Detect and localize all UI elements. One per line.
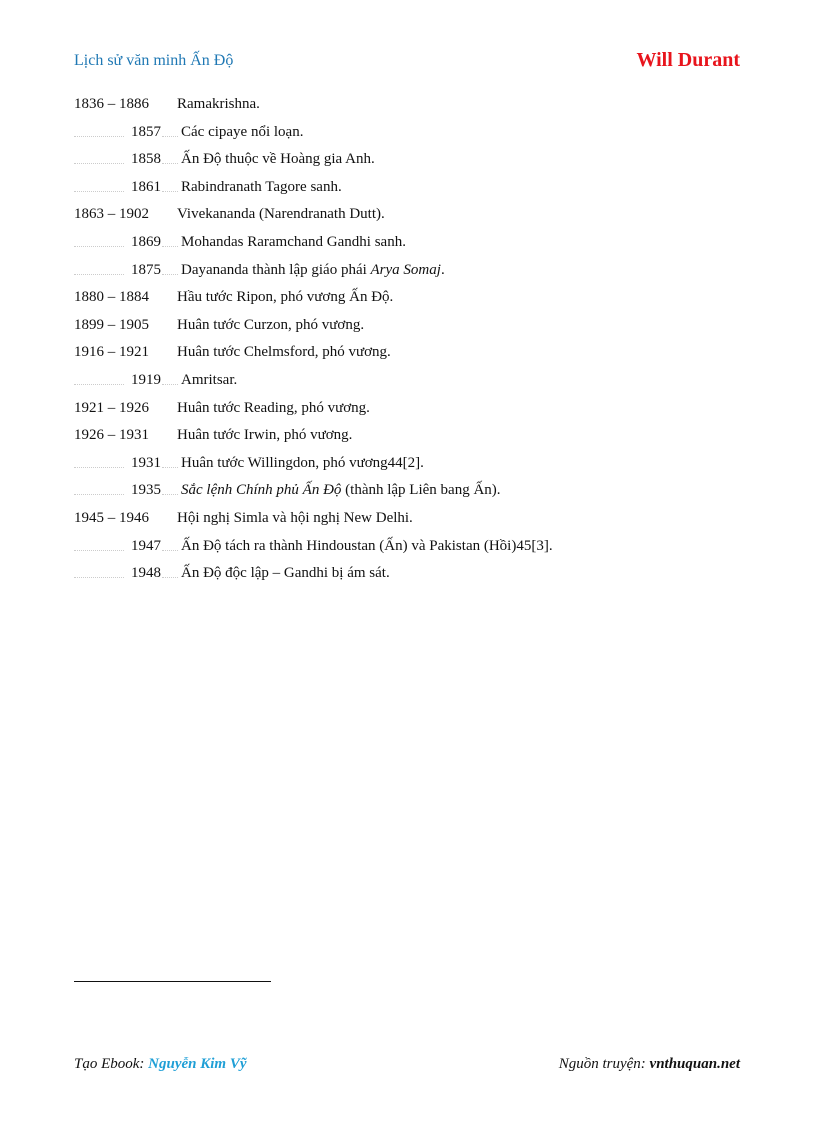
timeline-event-italic: Sắc lệnh Chính phủ Ấn Độ — [181, 482, 342, 499]
timeline-date: 1875 — [131, 261, 161, 278]
timeline-list — [74, 92, 754, 589]
footer-source-label: Nguồn truyện — [558, 1056, 641, 1072]
timeline-event: Huân tước Willingdon, phó vương44[2]. — [181, 454, 424, 471]
footer-source-site: vnthuquan.net — [649, 1056, 740, 1072]
timeline-date: 1861 — [131, 178, 161, 195]
timeline-event: Ấn Độ tách ra thành Hindoustan (Ấn) và Pakistan (Hồi)45[3]. — [181, 537, 553, 554]
footer-credit-label: Tạo Ebook — [74, 1056, 140, 1072]
timeline-row — [74, 478, 754, 506]
timeline-row — [74, 92, 754, 120]
timeline-event-text: (thành lập Liên bang Ấn). — [341, 482, 501, 499]
timeline-event: Huân tước Irwin, phó vương. — [177, 427, 353, 444]
dot-leader — [162, 576, 178, 578]
footer-source — [559, 1056, 740, 1073]
timeline-event: Hầu tước Ripon, phó vương Ấn Độ. — [177, 289, 394, 306]
timeline-row — [74, 285, 754, 313]
timeline-row — [74, 368, 754, 396]
timeline-row — [74, 175, 754, 203]
timeline-date: 1921 – 1926 — [74, 399, 149, 416]
timeline-date: 1858 — [131, 151, 161, 168]
timeline-date: 1863 – 1902 — [74, 206, 149, 223]
timeline-event: Hội nghị Simla và hội nghị New Delhi. — [177, 509, 413, 526]
timeline-row — [74, 534, 754, 562]
footer-credit — [74, 1056, 247, 1073]
timeline-event: Ramakrishna. — [177, 96, 260, 112]
dot-leader — [162, 190, 178, 192]
dot-leader — [162, 466, 178, 468]
timeline-event: Huân tước Curzon, phó vương. — [177, 316, 365, 333]
dot-leader — [162, 273, 178, 275]
timeline-event: Ấn Độ thuộc về Hoàng gia Anh. — [181, 151, 375, 168]
timeline-date: 1880 – 1884 — [74, 289, 149, 306]
dot-leader — [162, 549, 178, 551]
timeline-date: 1869 — [131, 233, 161, 250]
footer-credit-name: Nguyễn Kim Vỹ — [148, 1056, 247, 1072]
footer-credit-separator: : — [139, 1056, 149, 1072]
timeline-row — [74, 423, 754, 451]
timeline-date: 1857 — [131, 123, 161, 140]
timeline-row — [74, 506, 754, 534]
timeline-event: Ấn Độ độc lập – Gandhi bị ám sát. — [181, 565, 390, 582]
timeline-row — [74, 202, 754, 230]
timeline-event — [181, 478, 501, 502]
timeline-event-italic: Arya Somaj — [370, 261, 441, 278]
dot-leader — [162, 245, 178, 247]
timeline-date: 1935 — [131, 482, 161, 499]
timeline-event: Rabindranath Tagore sanh. — [181, 178, 342, 195]
timeline-row — [74, 396, 754, 424]
timeline-date: 1836 – 1886 — [74, 96, 149, 112]
timeline-date: 1919 — [131, 371, 161, 388]
dot-leader — [162, 162, 178, 164]
dot-leader — [162, 135, 178, 137]
timeline-event: Vivekananda (Narendranath Dutt). — [177, 206, 385, 223]
book-title: Lịch sử văn minh Ấn Độ — [74, 52, 234, 69]
timeline-event: Huân tước Chelmsford, phó vương. — [177, 344, 391, 361]
timeline-row — [74, 258, 754, 286]
timeline-date: 1926 – 1931 — [74, 427, 149, 444]
timeline-row — [74, 561, 754, 589]
footer-source-separator: : — [640, 1056, 650, 1072]
timeline-event-text: Dayananda thành lập giáo phái — [181, 261, 371, 278]
timeline-event: Amritsar. — [181, 371, 238, 388]
timeline-date: 1945 – 1946 — [74, 509, 149, 526]
timeline-event: Các cipaye nổi loạn. — [181, 123, 304, 140]
dot-leader — [162, 383, 178, 385]
timeline-row — [74, 147, 754, 175]
timeline-event-text: . — [440, 261, 445, 278]
timeline-row — [74, 120, 754, 148]
timeline-date: 1931 — [131, 454, 161, 471]
timeline-row — [74, 230, 754, 258]
dot-leader — [162, 493, 178, 495]
timeline-date: 1948 — [131, 565, 161, 582]
timeline-row — [74, 340, 754, 368]
timeline-date: 1916 – 1921 — [74, 344, 149, 361]
timeline-row — [74, 451, 754, 479]
author-name: Will Durant — [636, 49, 740, 71]
timeline-row — [74, 313, 754, 341]
timeline-event: Mohandas Raramchand Gandhi sanh. — [181, 233, 406, 250]
timeline-event — [181, 258, 445, 282]
footnote-divider — [74, 981, 271, 982]
timeline-date: 1947 — [131, 537, 161, 554]
timeline-event: Huân tước Reading, phó vương. — [177, 399, 370, 416]
timeline-date: 1899 – 1905 — [74, 316, 149, 333]
